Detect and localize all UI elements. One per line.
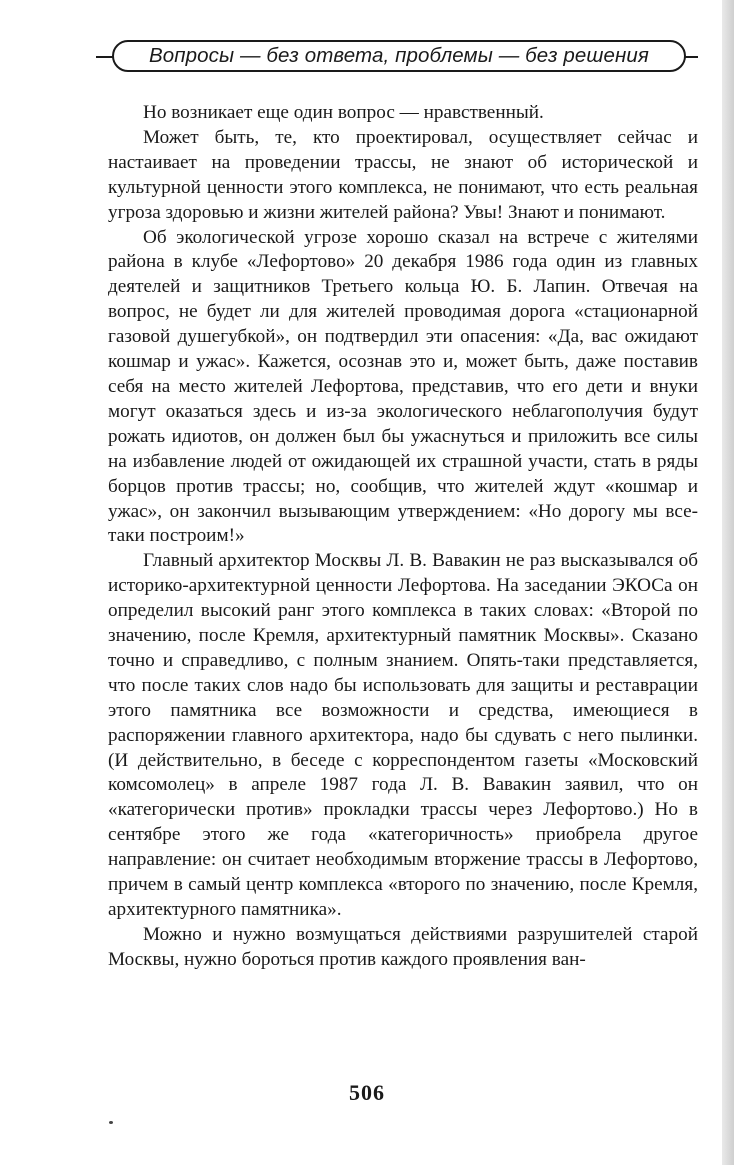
paragraph: Но возникает еще один вопрос — нравственный. <box>143 102 544 123</box>
paragraph: Можно и нужно возмущаться действиями разрушителей старой Москвы, нужно бороться против каждого проявления ван- <box>108 923 698 970</box>
page-edge-shadow <box>722 0 734 1165</box>
running-title: Вопросы — без ответа, проблемы — без решения <box>149 44 649 67</box>
print-speck <box>109 1121 113 1124</box>
paragraph: Главный архитектор Москвы Л. В. Вавакин не раз высказывался об историко-архитектурной ценности Лефортова. На заседании ЭКОСа он определил высокий ранг этого комплекса в таких словах: «Второй по значению, после Кремля, архитектурный памятник Москвы». Сказано точно и справедливо, с полным знанием. Опять-таки представляется, что после таких слов надо бы использовать для защиты и реставрации этого памятника все возможности и средства, имеющиеся в распоряжении главного архитектора, надо бы сдувать с него пылинки. (И действительно, в беседе с корреспондентом газеты «Московский комсомолец» в апреле 1987 года Л. В. Вавакин заявил, что он «категорически против» прокладки трассы через Лефортово.) Но в сентябре этого же года «категоричность» приобрела другое направление: он считает необходимым вторжение трассы в Лефортово, причем в самый центр комплекса «второго по значению, после Кремля, архитектурного памятника». <box>108 550 698 920</box>
body-text <box>108 101 698 973</box>
running-header <box>88 36 700 76</box>
paragraph: Может быть, те, кто проектировал, осуществляет сейчас и настаивает на проведении трассы, не знают об исторической и культурной ценности этого комплекса, не понимают, что есть реальная угроза здоровью и жизни жителей района? Увы! Знают и понимают. <box>108 126 698 223</box>
paragraph: Об экологической угрозе хорошо сказал на встрече с жителями района в клубе «Лефортово» 20 декабря 1986 года один из главных деятелей и защитников Третьего кольца Ю. Б. Лапин. Отвечая на вопрос, не будет ли для жителей проводимая дорога «стационарной газовой душегубкой», он подтвердил эти опасения: «Да, вас ожидают кошмар и ужас». Кажется, осознав это и, может быть, даже поставив себя на место жителей Лефортова, представив, что его дети и внуки могут оказаться здесь и из-за экологического неблагополучия будут рожать идиотов, он должен был бы ужаснуться и приложить все силы на избавление людей от ожидающей их страшной участи, стать в ряды борцов против трассы; но, сообщив, что жителей ждут «кошмар и ужас», он закончил вызывающим утверждением: «Но дорогу мы все-таки построим!» <box>108 226 698 547</box>
page-number: 506 <box>349 1080 385 1105</box>
header-rule-right <box>684 56 698 58</box>
header-frame <box>112 40 686 72</box>
